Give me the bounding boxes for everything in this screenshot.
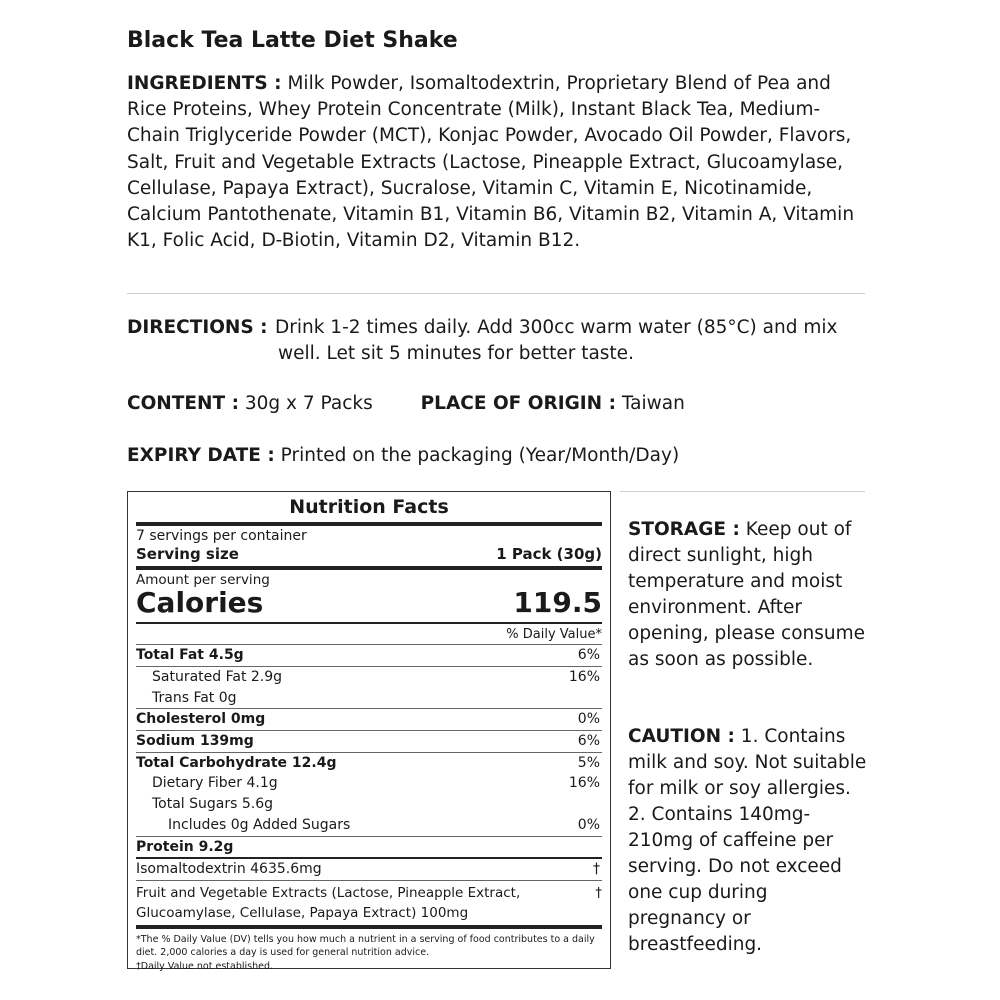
daily-value-header: % Daily Value* xyxy=(506,626,602,642)
caution-text: 1. Contains milk and soy. Not suitable for milk or soy allergies. 2. Contains 140mg-210mg of caffeine per serving. Do not exceed one cup during pregnancy or breastfeeding. xyxy=(628,726,867,955)
divider xyxy=(127,293,865,294)
nutrient-label: Includes 0g Added Sugars xyxy=(168,816,351,833)
nutrient-dv: 6% xyxy=(577,647,600,664)
storage-section xyxy=(628,517,868,673)
nutrient-row xyxy=(136,815,602,836)
nutrient-row xyxy=(136,794,602,815)
content-label: CONTENT : xyxy=(127,393,239,414)
nutrient-row xyxy=(136,774,602,795)
fruit-extracts-dv: † xyxy=(595,884,602,901)
nutrient-dv: 6% xyxy=(577,733,600,750)
nutrient-dv: 0% xyxy=(577,816,600,833)
content-origin-line xyxy=(127,393,685,414)
calories-row xyxy=(136,585,602,622)
expiry-label: EXPIRY DATE : xyxy=(127,445,275,466)
nutrient-dv: † xyxy=(593,861,600,878)
fruit-extracts-row xyxy=(136,881,602,925)
directions-line-1: Drink 1-2 times daily. Add 300cc warm water (85°C) and mix xyxy=(275,317,838,338)
nutrient-row xyxy=(136,709,602,730)
servings-per-container: 7 servings per container xyxy=(136,527,307,544)
serving-size-row xyxy=(136,545,602,566)
nutrient-row xyxy=(136,753,602,774)
nutrient-label: Total Carbohydrate 12.4g xyxy=(136,754,337,771)
origin-value: Taiwan xyxy=(621,393,685,414)
directions-line-2: well. Let sit 5 minutes for better taste. xyxy=(278,343,634,364)
ingredients-section xyxy=(127,71,867,254)
nutrient-row xyxy=(136,645,602,666)
not-established-footnote: †Daily Value not established. xyxy=(136,960,274,972)
amount-per-serving: Amount per serving xyxy=(136,571,270,588)
nutrient-dv: 16% xyxy=(568,669,600,685)
content-value: 30g x 7 Packs xyxy=(244,393,373,414)
nutrient-label: Saturated Fat 2.9g xyxy=(152,669,283,685)
fruit-extracts-label: Fruit and Vegetable Extracts (Lactose, Pineapple Extract, Glucoamylase, Cellulase, Papaya Extract) 100mg xyxy=(136,884,521,921)
origin-label: PLACE OF ORIGIN : xyxy=(420,393,616,414)
directions-section xyxy=(127,315,865,367)
nutrient-dv: 0% xyxy=(577,711,600,728)
nutrient-label: Trans Fat 0g xyxy=(152,689,237,706)
calories-value: 119.5 xyxy=(513,585,602,619)
nutrient-row xyxy=(136,837,602,858)
nutrient-row xyxy=(136,731,602,752)
storage-text: Keep out of direct sunlight, high temperature and moist environment. After opening, please consume as soon as possible. xyxy=(628,519,866,670)
directions-label: DIRECTIONS : xyxy=(127,317,268,338)
calories-label: Calories xyxy=(136,585,264,619)
serving-size-label: Serving size xyxy=(136,544,239,563)
daily-value-footnote: *The % Daily Value (DV) tells you how much a nutrient in a serving of food contributes to a daily diet. 2,000 calories a day is used for general nutrition advice. xyxy=(136,933,595,958)
nutrient-label: Total Sugars 5.6g xyxy=(152,796,274,813)
caution-section xyxy=(628,724,868,958)
nutrient-row xyxy=(136,859,602,880)
nutrition-title: Nutrition Facts xyxy=(289,496,449,518)
ingredients-text: Milk Powder, Isomaltodextrin, Proprietary Blend of Pea and Rice Proteins, Whey Protein Concentrate (Milk), Instant Black Tea, Medium-Chain Triglyceride Powder (MCT), Konjac Powder, Avocado Oil Powder, Flavors, Salt, Fruit and Vegetable Extracts (Lactose, Pineapple Extract, Glucoamylase, Cellulase, Papaya Extract), Sucralose, Vitamin C, Vitamin E, Nicotinamide, Calcium Pantothenate, Vitamin B1, Vitamin B6, Vitamin B2, Vitamin A, Vitamin K1, Folic Acid, D-Biotin, Vitamin D2, Vitamin B12. xyxy=(127,73,855,252)
nutrient-row xyxy=(136,667,602,688)
nutrient-dv: 5% xyxy=(577,754,600,771)
caution-label: CAUTION : xyxy=(628,726,735,747)
nutrient-dv: 16% xyxy=(568,775,600,792)
nutrient-label: Isomaltodextrin 4635.6mg xyxy=(136,861,322,878)
product-title: Black Tea Latte Diet Shake xyxy=(127,28,458,53)
ingredients-label: INGREDIENTS : xyxy=(127,73,282,94)
nutrient-label: Sodium 139mg xyxy=(136,733,254,750)
nutrient-row xyxy=(136,688,602,709)
divider xyxy=(620,491,865,492)
storage-label: STORAGE : xyxy=(628,519,740,540)
nutrient-label: Cholesterol 0mg xyxy=(136,711,266,728)
nutrient-label: Protein 9.2g xyxy=(136,838,234,855)
nutrition-facts-panel xyxy=(127,491,611,972)
nutrient-label: Dietary Fiber 4.1g xyxy=(152,775,278,792)
expiry-value: Printed on the packaging (Year/Month/Day) xyxy=(280,445,680,466)
serving-size-value: 1 Pack (30g) xyxy=(496,544,602,563)
nutrient-label: Total Fat 4.5g xyxy=(136,647,244,664)
expiry-line xyxy=(127,445,679,466)
